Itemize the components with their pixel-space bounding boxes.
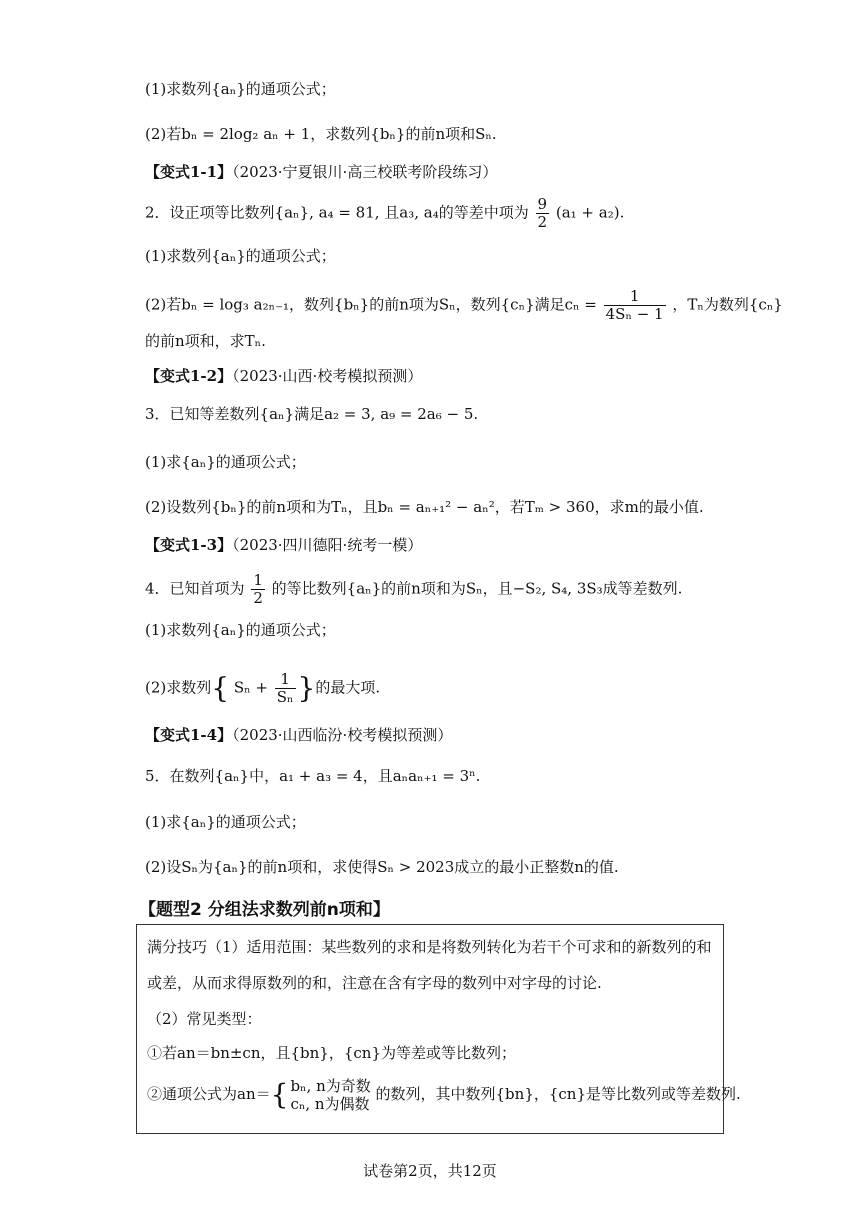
question-1-part-2: (2)若bₙ = 2log₂ aₙ + 1，求数列{bₙ}的前n项和Sₙ. bbox=[145, 125, 497, 143]
variant-tag: 【变式1-4】 bbox=[145, 726, 233, 744]
right-brace: } bbox=[297, 671, 316, 705]
case-odd: bₙ, n为奇数 bbox=[290, 1077, 371, 1095]
fraction bbox=[536, 196, 550, 231]
fraction-numerator: 9 bbox=[537, 195, 548, 213]
variant-tag: 【变式1-2】 bbox=[145, 367, 233, 385]
question-2-part-2 bbox=[145, 288, 783, 323]
tip-line-cases bbox=[147, 1077, 741, 1113]
variant-tag: 【变式1-1】 bbox=[145, 163, 233, 181]
question-2-part-2-cont: 的前n项和，求Tₙ. bbox=[145, 332, 266, 350]
fraction-numerator: 1 bbox=[275, 671, 296, 689]
fraction-numerator: 1 bbox=[253, 571, 263, 589]
fraction-denominator: 2 bbox=[537, 213, 548, 231]
question-2-part-2-text: (2)若bₙ = log₃ a₂ₙ₋₁，数列{bₙ}的前n项为Sₙ，数列{cₙ}满足cₙ = bbox=[145, 295, 597, 314]
question-5-part-1: (1)求{aₙ}的通项公式； bbox=[145, 813, 306, 831]
tip-line: ①若an＝bn±cn，且{bn}，{cn}为等差或等比数列； bbox=[147, 1044, 516, 1062]
question-5-part-2: (2)设Sₙ为{aₙ}的前n项和，求使得Sₙ > 2023成立的最小正整数n的值. bbox=[145, 858, 619, 876]
question-1-part-1: (1)求数列{aₙ}的通项公式； bbox=[145, 80, 336, 98]
fraction bbox=[275, 671, 296, 706]
page-footer: 试卷第2页，共12页 bbox=[363, 1162, 497, 1180]
variant-source: （2023·山西临汾·校考模拟预测） bbox=[232, 726, 453, 744]
variant-1-1-heading bbox=[145, 162, 497, 182]
expression: Sₙ + bbox=[233, 678, 268, 697]
tip-line: 满分技巧（1）适用范围：某些数列的求和是将数列转化为若干个可求和的新数列的和 bbox=[147, 938, 712, 956]
variant-1-3-heading bbox=[145, 535, 422, 555]
tips-box bbox=[136, 924, 741, 1134]
case-even: cₙ, n为偶数 bbox=[290, 1095, 370, 1113]
question-4-part-1: (1)求数列{aₙ}的通项公式； bbox=[145, 621, 336, 639]
question-4-text: 4．已知首项为 bbox=[145, 579, 245, 598]
left-brace: { bbox=[211, 671, 230, 705]
question-4-part-2-text: (2)求数列 bbox=[145, 678, 212, 697]
question-2-tail: (a₁ + a₂). bbox=[555, 203, 625, 222]
variant-source: （2023·四川德阳·统考一模） bbox=[232, 536, 423, 554]
fraction-denominator: Sₙ bbox=[276, 688, 294, 706]
question-4-part-2-tail: 的最大项. bbox=[315, 678, 381, 697]
question-3-part-1: (1)求{aₙ}的通项公式； bbox=[145, 453, 306, 471]
tip-line: 或差，从而求得原数列的和，注意在含有字母的数列中对字母的讨论. bbox=[147, 974, 602, 992]
fraction-numerator: 1 bbox=[604, 288, 666, 306]
question-2-part-2-tail: ，Tₙ为数列{cₙ} bbox=[672, 295, 783, 314]
tip-text: ②通项公式为an＝ bbox=[147, 1085, 271, 1103]
tip-line: （2）常见类型： bbox=[147, 1010, 262, 1028]
piecewise-cases bbox=[290, 1077, 370, 1113]
variant-source: （2023·宁夏银川·高三校联考阶段练习） bbox=[232, 163, 498, 181]
question-4-tail: 的等比数列{aₙ}的前n项和为Sₙ，且−S₂, S₄, 3S₃成等差数列. bbox=[271, 579, 683, 598]
question-4-part-2 bbox=[145, 671, 380, 706]
question-5-stem: 5．在数列{aₙ}中，a₁ + a₃ = 4，且aₙaₙ₊₁ = 3ⁿ. bbox=[145, 767, 481, 785]
question-4-stem bbox=[145, 572, 682, 607]
variant-1-2-heading bbox=[145, 366, 422, 386]
question-2-text: 2．设正项等比数列{aₙ}, a₄ = 81, 且a₃, a₄的等差中项为 bbox=[145, 203, 529, 222]
fraction bbox=[604, 288, 666, 323]
fraction-denominator: 2 bbox=[253, 589, 263, 607]
fraction-denominator: 4Sₙ − 1 bbox=[605, 305, 664, 323]
variant-source: （2023·山西·校考模拟预测） bbox=[232, 367, 423, 385]
section-title: 【题型2 分组法求数列前n项和】 bbox=[139, 900, 390, 920]
question-2-part-1: (1)求数列{aₙ}的通项公式； bbox=[145, 247, 336, 265]
question-3-part-2: (2)设数列{bₙ}的前n项和为Tₙ，且bₙ = aₙ₊₁² − aₙ²，若Tₘ > 360，求m的最小值. bbox=[145, 498, 704, 516]
question-3-stem: 3．已知等差数列{aₙ}满足a₂ = 3, a₉ = 2a₆ − 5. bbox=[145, 405, 479, 423]
question-2-stem bbox=[145, 196, 624, 231]
variant-tag: 【变式1-3】 bbox=[145, 536, 233, 554]
left-brace: { bbox=[270, 1078, 289, 1111]
fraction bbox=[251, 572, 265, 607]
variant-1-4-heading bbox=[145, 725, 452, 745]
tip-text-tail: 的数列，其中数列{bn}，{cn}是等比数列或等差数列. bbox=[375, 1085, 741, 1103]
